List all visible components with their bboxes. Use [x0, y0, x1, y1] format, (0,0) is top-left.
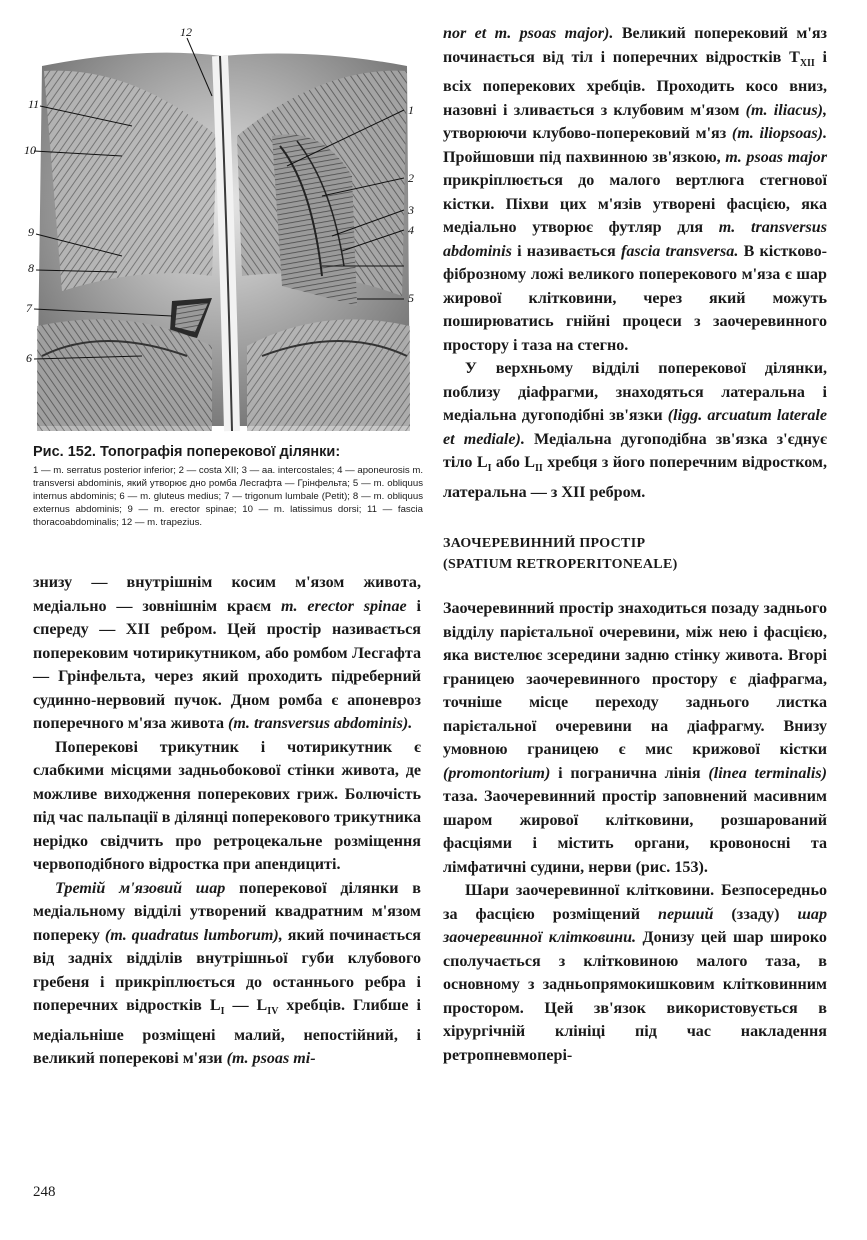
text-run: утворюючи клубово-поперековий м'яз: [443, 125, 732, 143]
figure-label-6: 6: [26, 351, 32, 365]
right-column: [443, 22, 827, 1067]
text-run: і погранична лінія: [550, 764, 709, 782]
figure-label-4: 4: [408, 223, 414, 237]
figure-caption: [33, 443, 423, 529]
text-run: (m. psoas mi-: [226, 1050, 316, 1068]
text-run: m. psoas major: [725, 148, 827, 166]
text-run: хребця з його поперечним відростком, латеральна — з XII ребром.: [443, 454, 827, 501]
text-run: (ззаду): [713, 905, 798, 923]
text-run: — L: [224, 997, 268, 1014]
left-paragraph-1: [33, 571, 421, 736]
text-run: IV: [267, 1006, 279, 1018]
right-paragraph-2: [443, 357, 827, 504]
text-run: (linea terminalis): [708, 764, 827, 782]
left-paragraph-2: Поперекові трикутник і чотирикутник є слабкими місцями задньобокової стінки живота, де можливе виходження поперекових гриж. Болючість під час пальпації в ділянці поперекового трикутника нерідко свідчить про ретроцекальне розміщення червоподібного відростка при апендициті.: [33, 738, 421, 873]
text-run: (m. iliacus),: [745, 101, 827, 119]
section-heading-line-2: (SPATIUM RETROPERITONEALE): [443, 557, 678, 573]
text-run: Донизу цей шар широко сполучається з клітковиною малого таза, в основному з задньопрямокишковим клітковинним простором. Цей зв'язок використовується в хірургічній клініці під час накладення ретропневмоперi-: [443, 929, 827, 1064]
text-run: поперекової ділянки в медіальному відділі утворений квадратним м'язом попереку: [33, 879, 421, 944]
text-run: (promontorium): [443, 764, 551, 782]
figure-label-9: 9: [28, 225, 34, 239]
text-run: знизу — внутрішнім косим м'язом живота, медіально — зовнішнім краєм: [33, 574, 421, 615]
figure-label-5: 5: [408, 291, 414, 305]
text-run: Медіальна дугоподібна зв'язка з'єднує тіло L: [443, 430, 827, 472]
text-run: (m. iliopsoas).: [731, 125, 828, 143]
text-run: m. transversus abdominis: [443, 219, 827, 260]
anatomy-figure: [22, 26, 422, 432]
text-run: і спереду — XII ребром. Цей простір називається поперековим чотирикутником, або ромбом Лесгафта — Грінфельта, через який проходить підреберний судинно-нервовий пучок. Дном ромба є апоневроз поперечного м'яза живота: [33, 597, 421, 732]
text-run: Пройшовши під пахвинною зв'язкою,: [443, 148, 726, 166]
text-run: m. erector spinae: [281, 597, 407, 615]
text-run: XII: [799, 57, 815, 69]
figure-label-11: 11: [28, 97, 40, 111]
text-run: Шари заочеревинної клітковини. Безпосередньо за фасцією розміщений: [443, 882, 827, 923]
text-run: I: [487, 463, 492, 475]
text-run: або L: [491, 454, 536, 472]
page-number: 248: [33, 1184, 56, 1200]
text-run: і всіх поперекових хребців. Проходить косо вниз, назовні і зливається з клубовим м'язом: [443, 48, 828, 119]
figure-label-10: 10: [24, 143, 36, 157]
text-run: В кістково-фіброзному ложі великого поперекового м'яза є шар жирової клітковини, через який можуть поширюватись гнійні процеси з заочеревинного простору і таза на стегно.: [443, 242, 827, 354]
text-run: Заочеревинний простір знаходиться позаду заднього відділу парієтальної очеревини, між нею і фасцією, яка вистелює зсередини задню стінку живота. Вгорі границею заочеревинного простору є діафрагма, точніше місце переходу заднього листка парієтальної очеревини на діафрагму. Внизу умовною границею є мис крижової кістки: [443, 600, 827, 759]
figure-label-3: 3: [408, 203, 414, 217]
text-run: Великий поперековий м'яз починається від тіл і поперечних відростків Т: [443, 25, 827, 66]
text-run: (ligg. arcuatum laterale et mediale).: [443, 407, 827, 448]
figure-label-8: 8: [28, 261, 34, 275]
text-run: хребців. Глибше і медіальніше розміщені малий, непостійний, і великий поперекові м'язи: [33, 997, 421, 1068]
left-column: [33, 571, 421, 1071]
figure-label-12: 12: [180, 26, 192, 39]
text-run: Третій м'язовий шар: [55, 879, 226, 897]
text-run: шар заочеревинної клітковини.: [443, 905, 827, 947]
text-run: I: [220, 1006, 225, 1018]
text-run: (m. transversus abdominis).: [228, 715, 413, 732]
text-run: перший: [658, 905, 714, 923]
lumbar-region-illustration: [22, 26, 422, 432]
right-paragraph-3: [443, 597, 827, 879]
text-run: таза. Заочеревинний простір заповнений масивним шаром жирової клітковини, розшарований фасціями і містить органи, кровоносні та лімфатичні судини, нерви (рис. 153).: [443, 788, 827, 876]
text-run: II: [535, 463, 543, 475]
text-run: який починається від задніх відділів внутрішньої губи клубового гребеня і прикріплюється до останнього ребра і поперечних відростків L: [33, 926, 421, 1014]
text-run: (m. quadratus lumborum),: [104, 926, 283, 944]
text-run: У верхньому відділі поперекової ділянки, поблизу діафрагми, знаходяться латеральна і медіальна дугоподібні зв'язки: [443, 360, 827, 425]
text-run: fascia transversa.: [620, 242, 739, 260]
section-heading-line-1: ЗАОЧЕРЕВИННИЙ ПРОСТІР: [443, 536, 646, 552]
caption-text: 1 — m. serratus posterior inferior; 2 — costa XII; 3 — aa. intercostales; 4 — aponeurosis m. transversi abdominis, який утворює дно ромба Лесгафта — Грінфельта; 5 — m. obliquus internus abdominis; 6 — m. gluteus medius; 7 — trigonum lumbale (Petit); 8 — m. obliquus externus abdominis; 9 — m. erector spinae; 10 — m. latissimus dorsi; 11 — fascia thoracoabdominalis; 12 — m. trapezius.: [33, 465, 423, 528]
figure-label-1a: 1: [408, 103, 414, 117]
figure-label-7: 7: [26, 301, 32, 315]
text-run: і називається: [511, 242, 621, 260]
caption-title: Рис. 152. Топографія поперекової ділянки:: [33, 444, 341, 460]
left-paragraph-3: [33, 877, 421, 1071]
text-run: nor et m. psoas major).: [443, 25, 614, 42]
right-paragraph-1: [443, 22, 827, 357]
figure-label-2: 2: [408, 171, 414, 185]
text-run: прикріплюється до малого вертлюга стегнової кістки. Піхви цих м'язів утворені фасцією, яка медіально утворює футляр для: [443, 172, 827, 237]
right-paragraph-4: [443, 879, 827, 1067]
